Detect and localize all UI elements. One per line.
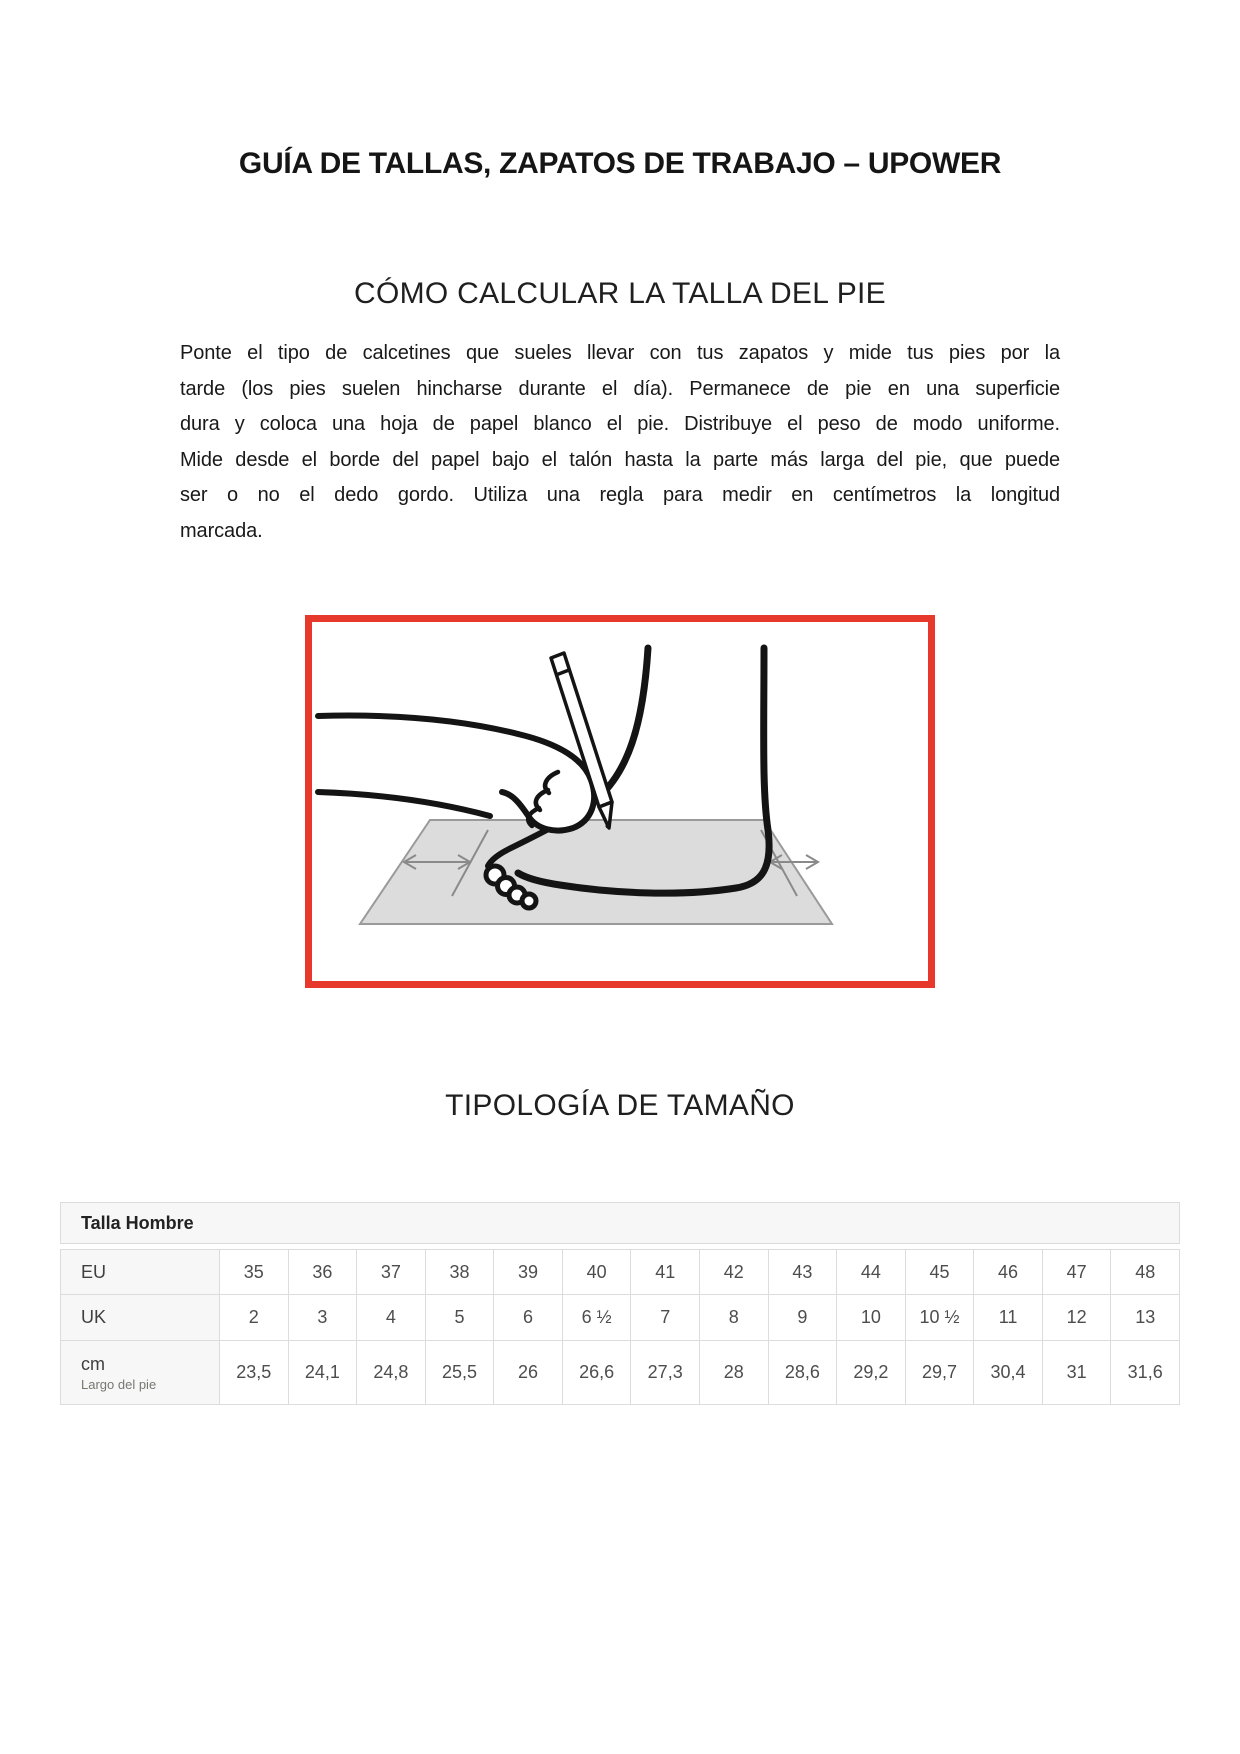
size-cell: 46 — [974, 1249, 1043, 1295]
size-cell: 30,4 — [974, 1341, 1043, 1405]
size-cell: 6 — [494, 1295, 563, 1341]
document-title: GUÍA DE TALLAS, ZAPATOS DE TRABAJO – UPOWER — [238, 147, 1002, 180]
size-cell: 31 — [1043, 1341, 1112, 1405]
size-cell: 27,3 — [631, 1341, 700, 1405]
size-table — [60, 1202, 1180, 1405]
size-cell: 29,7 — [906, 1341, 975, 1405]
size-cell: 29,2 — [837, 1341, 906, 1405]
size-cell: 37 — [357, 1249, 426, 1295]
size-cell: 23,5 — [220, 1341, 289, 1405]
size-cell: 38 — [426, 1249, 495, 1295]
body-text-line: Ponte el tipo de calcetines que sueles llevar con tus zapatos y mide tus pies por la — [180, 342, 1060, 364]
table-row-cm — [60, 1341, 1180, 1405]
size-cell: 48 — [1111, 1249, 1180, 1295]
sizing-heading: TIPOLOGÍA DE TAMAÑO — [445, 1089, 795, 1122]
size-cell: 44 — [837, 1249, 906, 1295]
size-cell: 11 — [974, 1295, 1043, 1341]
size-cell: 10 ½ — [906, 1295, 975, 1341]
size-cell: 26 — [494, 1341, 563, 1405]
row-label-uk: UK — [61, 1295, 220, 1341]
content-column — [180, 0, 1060, 1124]
how-to-paragraph — [180, 336, 1060, 549]
size-cell: 2 — [220, 1295, 289, 1341]
body-text-line: dura y coloca una hoja de papel blanco el pie. Distribuye el peso de modo uniforme. — [180, 413, 1060, 435]
body-text-line: ser o no el dedo gordo. Utiliza una regla para medir en centímetros la longitud — [180, 484, 1060, 506]
size-cell: 24,1 — [289, 1341, 358, 1405]
size-cell: 13 — [1111, 1295, 1180, 1341]
size-cell: 8 — [700, 1295, 769, 1341]
table-row-uk — [60, 1295, 1180, 1341]
size-cell: 36 — [289, 1249, 358, 1295]
size-cell: 6 ½ — [563, 1295, 632, 1341]
size-cell: 39 — [494, 1249, 563, 1295]
size-cell: 10 — [837, 1295, 906, 1341]
body-text-line: tarde (los pies suelen hincharse durante el día). Permanece de pie en una superficie — [180, 377, 1060, 400]
hand — [318, 716, 594, 831]
foot-measuring-figure — [305, 615, 935, 988]
size-cell: 9 — [769, 1295, 838, 1341]
size-cell: 26,6 — [563, 1341, 632, 1405]
how-to-heading: CÓMO CALCULAR LA TALLA DEL PIE — [354, 277, 886, 310]
size-cell: 24,8 — [357, 1341, 426, 1405]
size-cell: 40 — [563, 1249, 632, 1295]
foot-measuring-illustration — [312, 622, 928, 981]
size-cell: 28 — [700, 1341, 769, 1405]
size-cell: 5 — [426, 1295, 495, 1341]
size-cell: 45 — [906, 1249, 975, 1295]
size-cell: 7 — [631, 1295, 700, 1341]
size-cell: 31,6 — [1111, 1341, 1180, 1405]
size-cell: 43 — [769, 1249, 838, 1295]
body-text-line: marcada. — [180, 519, 263, 542]
size-cell: 42 — [700, 1249, 769, 1295]
row-label-cm-text: cm — [81, 1353, 105, 1374]
size-cell: 3 — [289, 1295, 358, 1341]
row-label-eu: EU — [61, 1249, 220, 1295]
row-sublabel-cm-text: Largo del pie — [81, 1376, 157, 1392]
row-label-cm — [61, 1341, 220, 1405]
size-cell: 35 — [220, 1249, 289, 1295]
body-text-line: Mide desde el borde del papel bajo el talón hasta la parte más larga del pie, que puede — [180, 448, 1060, 471]
size-table-header: Talla Hombre — [60, 1202, 1180, 1244]
size-cell: 28,6 — [769, 1341, 838, 1405]
size-cell: 41 — [631, 1249, 700, 1295]
size-cell: 25,5 — [426, 1341, 495, 1405]
size-cell: 12 — [1043, 1295, 1112, 1341]
table-row-eu — [60, 1249, 1180, 1295]
size-cell: 47 — [1043, 1249, 1112, 1295]
size-cell: 4 — [357, 1295, 426, 1341]
